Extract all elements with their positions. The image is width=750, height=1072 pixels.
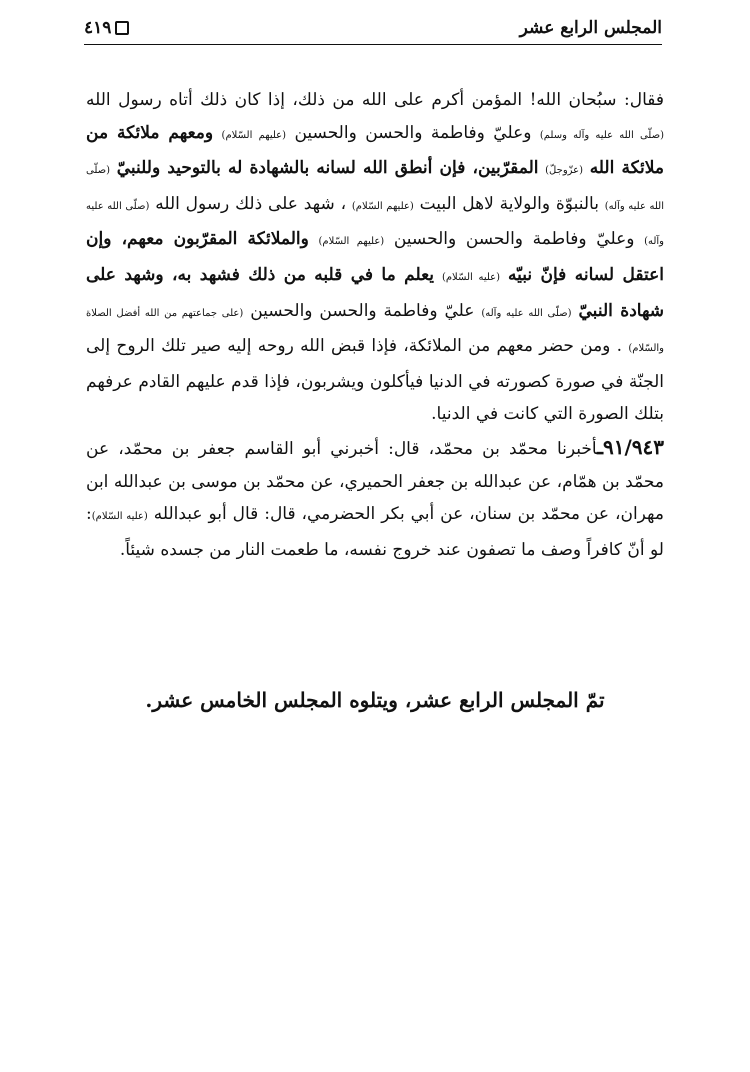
text-segment: عليّ وفاطمة والحسن والحسين [250,300,475,321]
header-divider [84,44,662,45]
honorific: (عليهم السّلام) [318,236,385,248]
running-header [84,14,662,44]
text-segment: أخبرنا محمّد بن محمّد، قال: أخبرني أبو القاسم جعفر بن محمّد، عن محمّد بن همّام، عن عبدالله بن جعفر الحميري، عن محمّد بن موسى بن عبدالله ابن مهران، عن محمّد بن سنان، عن أبي بكر الحضرمي، قال: قال أبو عبدالله [86,438,664,525]
honorific: (عليه السّلام) [91,511,148,523]
honorific: (على جماعتهم من الله أفضل الصلاة والسّلام) [86,307,665,355]
honorific: (عليهم السّلام) [351,200,414,212]
honorific: (صلّى الله عليه وآله) [86,165,665,212]
hadith-number: ٩١/٩٤٣ـ [597,434,664,459]
page-marker-box-icon [115,21,129,35]
text-segment: فقال: سبُحان الله! المؤمن أكرم على الله من ذلك، إذا كان ذلك أتاه رسول الله [86,90,664,110]
text-segment: : لو أنّ كافراً وصف ما تصفون عند خروج نفسه، ما طعمت النار من جسده شيئاً. [86,504,664,560]
text-segment: يعلم ما في قلبه من ذلك فشهد به، وشهد على شهادة النبيّ [86,264,665,321]
text-segment: والملائكة المقرّبون معهم، وإن اعتقل لسانه فإنّ نبيّه [86,229,664,285]
text-segment: بالنبوّة والولاية لاهل البيت [419,193,599,214]
text-segment: وعليّ وفاطمة والحسن والحسين [393,229,635,250]
honorific: (عليه السّلام) [441,271,501,283]
paragraph-2 [86,431,664,566]
paragraph-1 [86,84,664,431]
honorific: (صلّى الله عليه وآله) [481,307,572,319]
honorific: (صلّى الله عليه وآله وسلم) [539,129,664,141]
honorific: (عزّوجلّ) [545,165,584,177]
text-segment: وعليّ وفاطمة والحسن والحسين [294,122,532,143]
page-number: ٤١٩ [84,18,112,38]
honorific: (عليهم السّلام) [221,129,287,141]
main-text [86,84,664,566]
text-segment: ، شهد على ذلك رسول الله [155,193,347,214]
text-segment: . ومن حضر معهم من الملائكة، فإذا قبض الله روحه إليه صير تلك الروح إلى الجنّة في صورة كصورته في الدنيا فيأكلون ويشربون، فإذا قدم عليهم القادم عرفهم بتلك الصورة التي كانت في الدنيا. [86,336,664,425]
chapter-title: المجلس الرابع عشر [519,18,662,38]
text-segment: المقرّبين، فإن أنطق الله لسانه بالشهادة له بالتوحيد وللنبيّ [116,158,539,179]
page-number-group [84,18,129,38]
text-segment: ومعهم ملائكة من ملائكة الله [86,122,664,179]
closing-line: تمّ المجلس الرابع عشر، ويتلوه المجلس الخامس عشر. [145,688,605,712]
honorific: (صلّى الله عليه وآله) [86,200,665,248]
